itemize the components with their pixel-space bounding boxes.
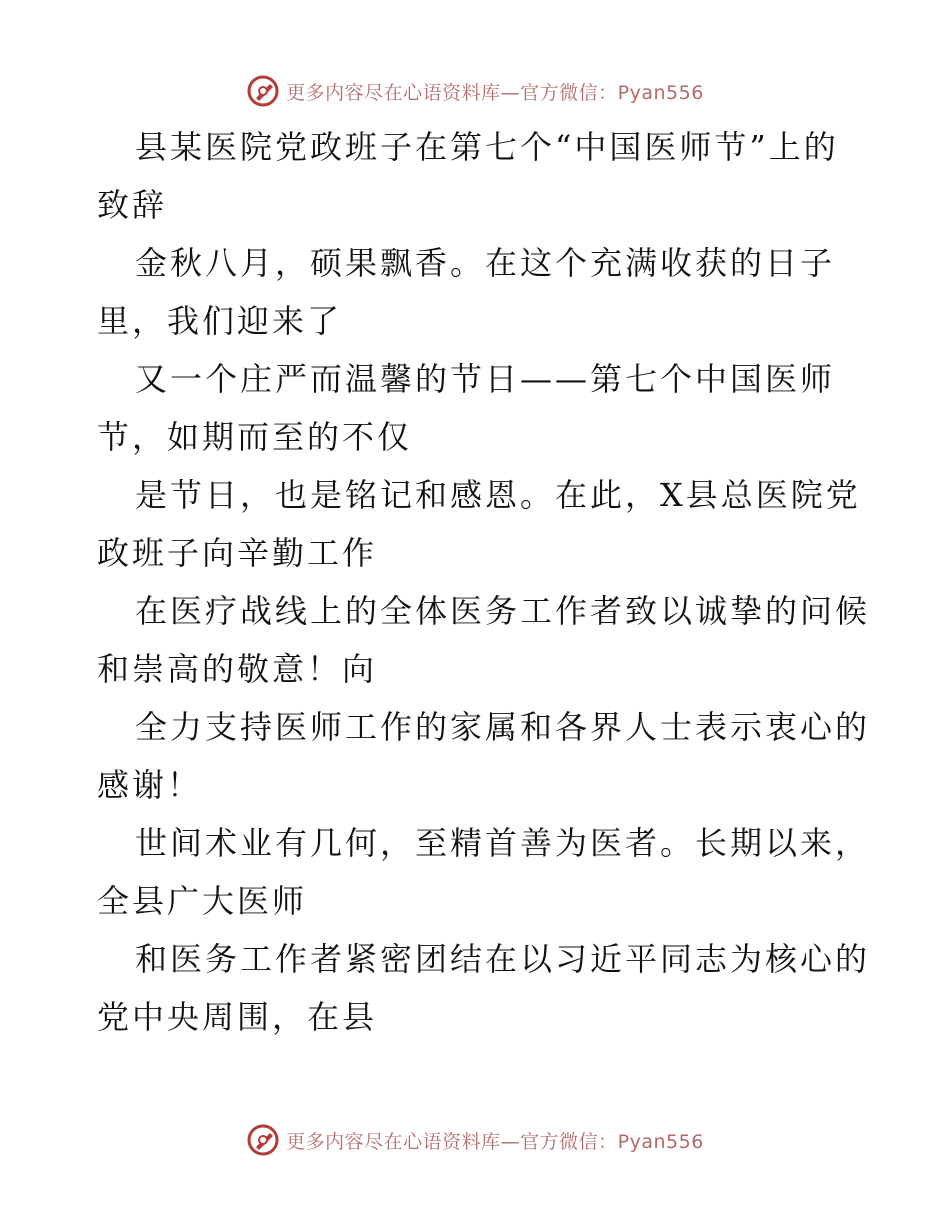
paragraph-1-line-2: 里，我们迎来了 (97, 302, 343, 340)
paragraph-3-line-1: 是节日，也是铭记和感恩。在此，X县总医院党 (135, 476, 861, 514)
paragraph-6-line-1: 世间术业有几何，至精首善为医者。长期以来， (135, 824, 871, 862)
paragraph-1-line-1: 金秋八月，硕果飘香。在这个充满收获的日子 (135, 244, 836, 282)
paragraph-5-line-2: 感谢！ (97, 766, 203, 804)
paragraph-7-line-1: 和医务工作者紧密团结在以习近平同志为核心的 (135, 940, 871, 978)
logo-icon (246, 74, 280, 108)
paragraph-6-line-2: 全县广大医师 (97, 882, 308, 920)
footer-banner-text: 更多内容尽在心语资料库—官方微信：Pyan556 (286, 1130, 704, 1153)
title-line-1: 县某医院党政班子在第七个“中国医师节”上的 (135, 128, 839, 166)
paragraph-2-line-1: 又一个庄严而温馨的节日——第七个中国医师 (135, 360, 836, 398)
paragraph-2-line-2: 节，如期而至的不仅 (97, 418, 413, 456)
paragraph-4-line-1: 在医疗战线上的全体医务工作者致以诚挚的问候 (135, 592, 871, 630)
paragraph-3-line-2: 政班子向辛勤工作 (97, 534, 378, 572)
document-body (97, 122, 871, 1050)
paragraph-4-line-2: 和崇高的敬意！向 (97, 650, 378, 688)
header-banner-text: 更多内容尽在心语资料库—官方微信：Pyan556 (286, 81, 704, 104)
title-line-2: 致辞 (97, 186, 168, 224)
footer-banner (0, 1120, 950, 1160)
header-banner (0, 71, 950, 111)
logo-icon (246, 1123, 280, 1157)
paragraph-5-line-1: 全力支持医师工作的家属和各界人士表示衷心的 (135, 708, 871, 746)
paragraph-7-line-2: 党中央周围，在县 (97, 998, 378, 1036)
